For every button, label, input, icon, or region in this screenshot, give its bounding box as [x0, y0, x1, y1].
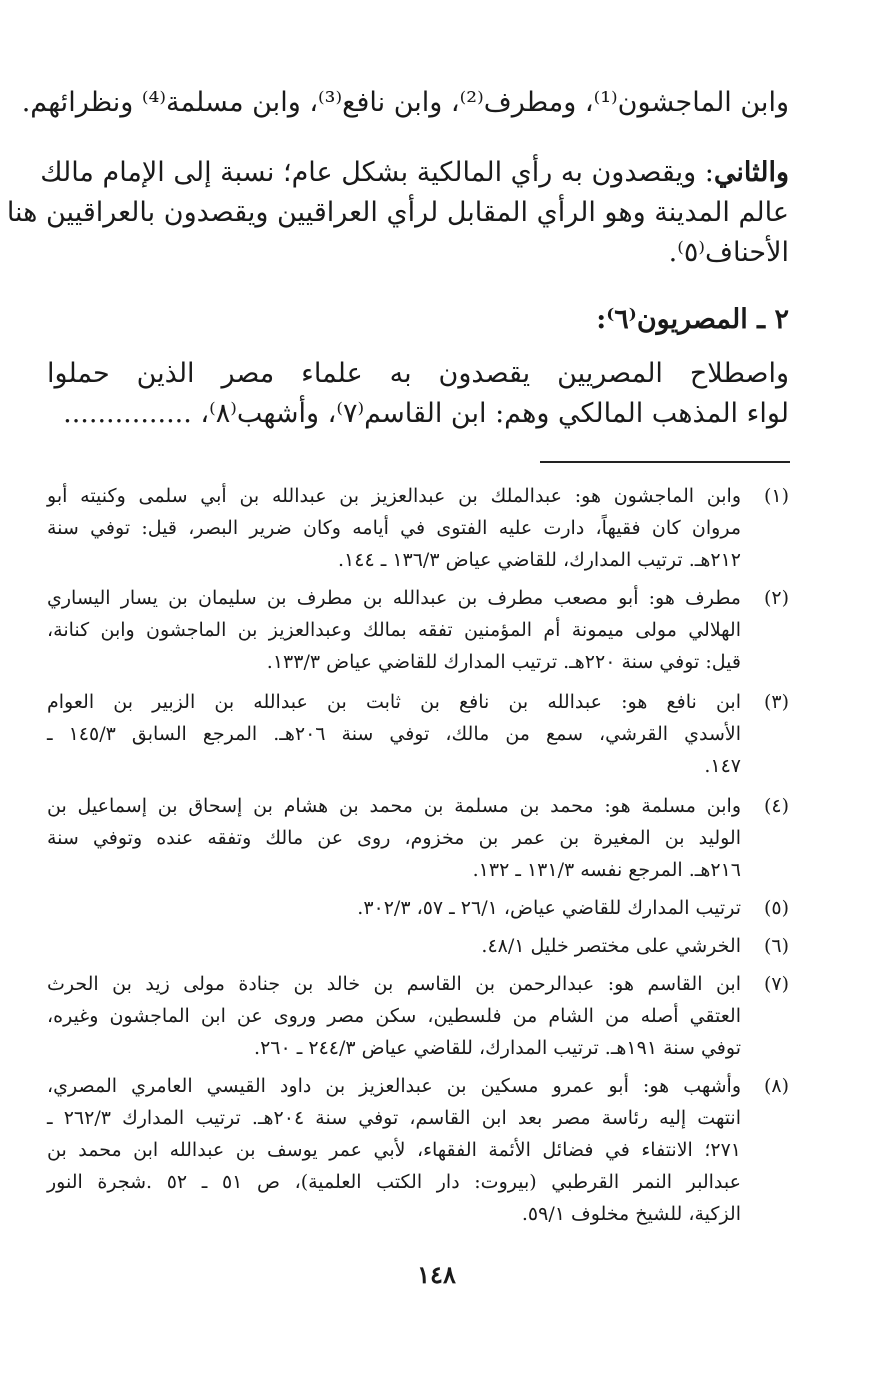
footnote-3 — [47, 686, 789, 782]
footnote-line: الأسدي القرشي، سمع من مالك، توفي سنة ٢٠٦هـ. المرجع السابق ١٤٥/٣ ـ — [47, 723, 741, 745]
body-paragraph-2-line-2 — [6, 193, 789, 233]
body-line: الأحناف⁽٥⁾. — [668, 237, 789, 268]
body-line: : ويقصدون به رأي المالكية بشكل عام؛ نسبة إلى الإمام مالك — [40, 157, 714, 188]
footnote-number: (٨) — [763, 1075, 789, 1097]
body-line: وابن الماجشون⁽¹⁾، ومطرف⁽²⁾، وابن نافع⁽³⁾، وابن مسلمة⁽⁴⁾ ونظرائهم. — [21, 87, 789, 118]
footnote-number: (٢) — [763, 587, 789, 609]
footnote-number: (٤) — [763, 795, 789, 817]
footnote-line: ١٤٧. — [704, 755, 741, 777]
footnote-4 — [47, 790, 789, 886]
body-paragraph-1 — [21, 83, 789, 123]
body-line: عالم المدينة وهو الرأي المقابل لرأي العراقيين ويقصدون بالعراقيين هنا — [6, 197, 789, 228]
footnote-line: الخرشي على مختصر خليل ٤٨/١. — [481, 935, 741, 957]
body-paragraph-3-line-1 — [47, 354, 789, 394]
footnote-number: (٣) — [763, 691, 789, 713]
section-heading: ٢ ـ المصريون⁽٦⁾: — [596, 304, 789, 335]
footnote-line: ٢١٢هـ. ترتيب المدارك، للقاضي عياض ١٣٦/٣ ـ ١٤٤. — [337, 549, 741, 571]
paragraph-label: والثاني — [713, 157, 789, 188]
footnote-line: وأشهب هو: أبو عمرو مسكين بن عبدالعزيز بن داود القيسي العامري المصري، — [47, 1075, 741, 1097]
footnote-number: (٥) — [763, 897, 789, 919]
body-paragraph-3-line-2 — [47, 394, 789, 434]
footnote-line: الوليد بن المغيرة بن عمر بن مخزوم، روى عن مالك وتفقه عنده وتوفي سنة — [47, 827, 741, 849]
footnote-line: وابن الماجشون هو: عبدالملك بن عبدالعزيز بن عبدالله بن أبي سلمى وكنيته أبو — [47, 485, 741, 507]
footnote-line: ابن القاسم هو: عبدالرحمن بن القاسم بن خالد بن جنادة مولى زيد بن الحرث — [47, 973, 741, 995]
body-paragraph-2-line-1 — [40, 153, 789, 193]
footnote-line: عبدالبر النمر القرطبي (بيروت: دار الكتب العلمية)، ص ٥١ ـ ٥٢ .شجرة النور — [47, 1171, 741, 1193]
footnote-2 — [47, 582, 789, 678]
footnote-6 — [47, 930, 789, 962]
footnote-line: توفي سنة ١٩١هـ. ترتيب المدارك، للقاضي عياض ٢٤٤/٣ ـ ٢٦٠. — [254, 1037, 741, 1059]
footnote-number: (٧) — [763, 973, 789, 995]
footnote-1 — [47, 480, 789, 576]
footnote-line: الهلالي مولى ميمونة أم المؤمنين تفقه بمالك وعبدالعزيز بن الماجشون وابن كنانة، — [47, 619, 741, 641]
footnote-line: ٢١٦هـ. المرجع نفسه ١٣١/٣ ـ ١٣٢. — [472, 859, 741, 881]
footnote-line: وابن مسلمة هو: محمد بن مسلمة بن محمد بن هشام بن إسحاق بن إسماعيل بن — [47, 795, 741, 817]
body-paragraph-2-line-3 — [47, 233, 789, 273]
footnote-line: الزكية، للشيخ مخلوف ٥٩/١. — [521, 1203, 741, 1225]
footnote-separator — [540, 461, 790, 463]
body-line: واصطلاح المصريين يقصدون به علماء مصر الذين حملوا — [47, 358, 789, 389]
footnote-5 — [47, 892, 789, 924]
footnote-line: مروان كان فقيهاً، دارت عليه الفتوى في أيامه وكان ضرير البصر، قيل: توفي سنة — [47, 517, 741, 539]
footnote-line: العتقي أصله من الشام من فلسطين، سكن مصر وروى عن ابن الماجشون وغيره، — [47, 1005, 741, 1027]
footnote-line: مطرف هو: أبو مصعب مطرف بن عبدالله بن مطرف بن سليمان بن يسار اليساري — [47, 587, 741, 609]
footnote-line: ٢٧١؛ الانتفاء في فضائل الأئمة الفقهاء، لأبي عمر يوسف بن عبدالله ابن محمد بن — [47, 1139, 741, 1161]
body-line: لواء المذهب المالكي وهم: ابن القاسم⁽٧⁾، وأشهب⁽٨⁾، ............... — [63, 398, 789, 429]
footnote-number: (٦) — [763, 935, 789, 957]
footnote-line: قيل: توفي سنة ٢٢٠هـ. ترتيب المدارك للقاضي عياض ١٣٣/٣. — [266, 651, 741, 673]
page-number: ١٤٨ — [417, 1260, 456, 1289]
footnote-line: ترتيب المدارك للقاضي عياض، ٢٦/١ ـ ٥٧، ٣٠٢/٣. — [357, 897, 741, 919]
footnote-line: ابن نافع هو: عبدالله بن نافع بن ثابت بن عبدالله بن الزبير بن العوام — [47, 691, 741, 713]
footnote-line: انتهت إليه رئاسة مصر بعد ابن القاسم، توفي سنة ٢٠٤هـ. ترتيب المدارك ٢٦٢/٣ ـ — [47, 1107, 742, 1129]
footnote-7 — [47, 968, 789, 1064]
footnote-8 — [47, 1070, 789, 1230]
footnote-number: (١) — [763, 485, 789, 507]
